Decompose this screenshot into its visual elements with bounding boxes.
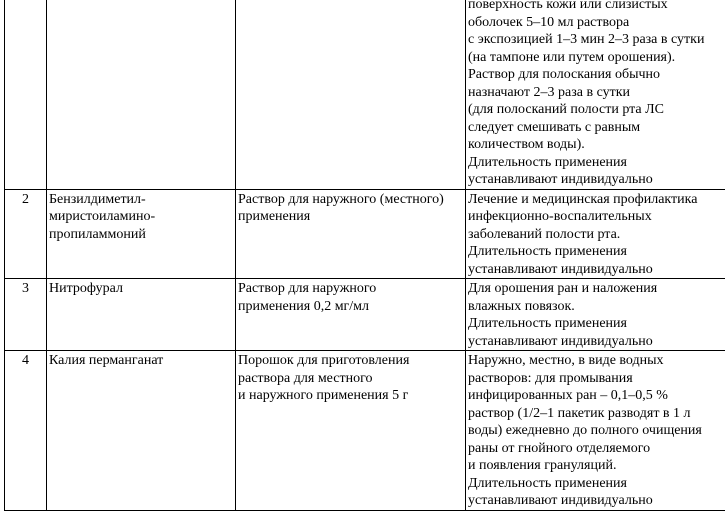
usage-line: заболеваний полости рта.	[468, 226, 621, 242]
usage-line: поверхность кожи или слизистых	[468, 0, 668, 12]
usage-line: инфицированных ран – 0,1–0,5 %	[468, 388, 668, 403]
usage-line: (на тампоне или путем орошения).	[468, 49, 676, 65]
usage-line: раны от гнойного отделяемого	[468, 440, 651, 456]
table-row	[5, 0, 725, 189]
usage-line: Лечение и медицинская профилактика	[468, 191, 698, 207]
usage-line: Длительность применения	[468, 154, 627, 170]
row-number-cell: 2	[5, 189, 47, 279]
drug-name-cell	[47, 0, 236, 189]
usage-line: инфекционно-воспалительных	[468, 209, 652, 224]
drug-name-cell	[47, 189, 236, 279]
dosage-form-line: Раствор для наружного	[238, 281, 377, 296]
drug-name-line: пропиламмоний	[49, 226, 146, 242]
usage-line: влажных повязок.	[468, 298, 575, 314]
usage-line: оболочек 5–10 мл раствора	[468, 14, 630, 30]
usage-line: Длительность применения	[468, 316, 627, 331]
usage-line: Длительность применения	[468, 244, 627, 259]
dosage-form-cell	[236, 0, 466, 189]
usage-line: количеством воды).	[468, 137, 585, 152]
usage-line: (для полосканий полости рта ЛС	[468, 102, 664, 117]
dosage-form-line: раствора для местного	[238, 370, 373, 386]
dosage-form-cell	[236, 189, 466, 279]
usage-cell	[466, 0, 725, 189]
drug-name-cell	[47, 351, 236, 511]
drug-name-cell	[47, 279, 236, 351]
usage-cell	[466, 351, 725, 511]
usage-line: следует смешивать с равным	[468, 119, 641, 135]
usage-line: Раствор для полоскания обычно	[468, 67, 661, 82]
usage-line: и появления грануляций.	[468, 458, 617, 473]
usage-line: с экспозицией 1–3 мин 2–3 раза в сутки	[468, 32, 705, 47]
dosage-form-line: применения 0,2 мг/мл	[238, 298, 370, 314]
dosage-form-cell	[236, 351, 466, 511]
table-row	[5, 351, 725, 511]
dosage-form-line: применения	[238, 209, 311, 224]
usage-line: Наружно, местно, в виде водных	[468, 353, 664, 368]
row-number-cell	[5, 0, 47, 189]
table-row	[5, 189, 725, 279]
drug-name-line: Бензилдиметил-	[49, 191, 146, 207]
drug-name-line: Калия перманганат	[49, 353, 164, 368]
usage-line: устанавливают индивидуально	[468, 493, 653, 508]
usage-cell	[466, 189, 725, 279]
table-row	[5, 279, 725, 351]
usage-line: раствор (1/2–1 пакетик разводят в 1 л	[468, 405, 691, 421]
usage-line: Для орошения ран и наложения	[468, 281, 658, 296]
usage-line: воды) ежедневно до полного очищения	[468, 423, 702, 438]
dosage-form-cell	[236, 279, 466, 351]
dosage-form-line: Порошок для приготовления	[238, 353, 410, 368]
usage-line: растворов: для промывания	[468, 370, 633, 386]
table-body	[5, 0, 725, 510]
row-number-cell: 4	[5, 351, 47, 511]
drug-name-line: Нитрофурал	[49, 281, 123, 296]
dosage-form-line: Раствор для наружного (местного)	[238, 191, 444, 207]
drug-name-line: миристоиламино-	[49, 209, 156, 224]
usage-line: устанавливают индивидуально	[468, 172, 653, 187]
usage-line: назначают 2–3 раза в сутки	[468, 84, 631, 100]
usage-line: устанавливают индивидуально	[468, 333, 653, 349]
usage-line: Длительность применения	[468, 475, 627, 491]
usage-cell	[466, 279, 725, 351]
usage-line: устанавливают индивидуально	[468, 261, 653, 277]
drug-table	[4, 0, 725, 511]
row-number-cell: 3	[5, 279, 47, 351]
dosage-form-line: и наружного применения 5 г	[238, 388, 409, 403]
